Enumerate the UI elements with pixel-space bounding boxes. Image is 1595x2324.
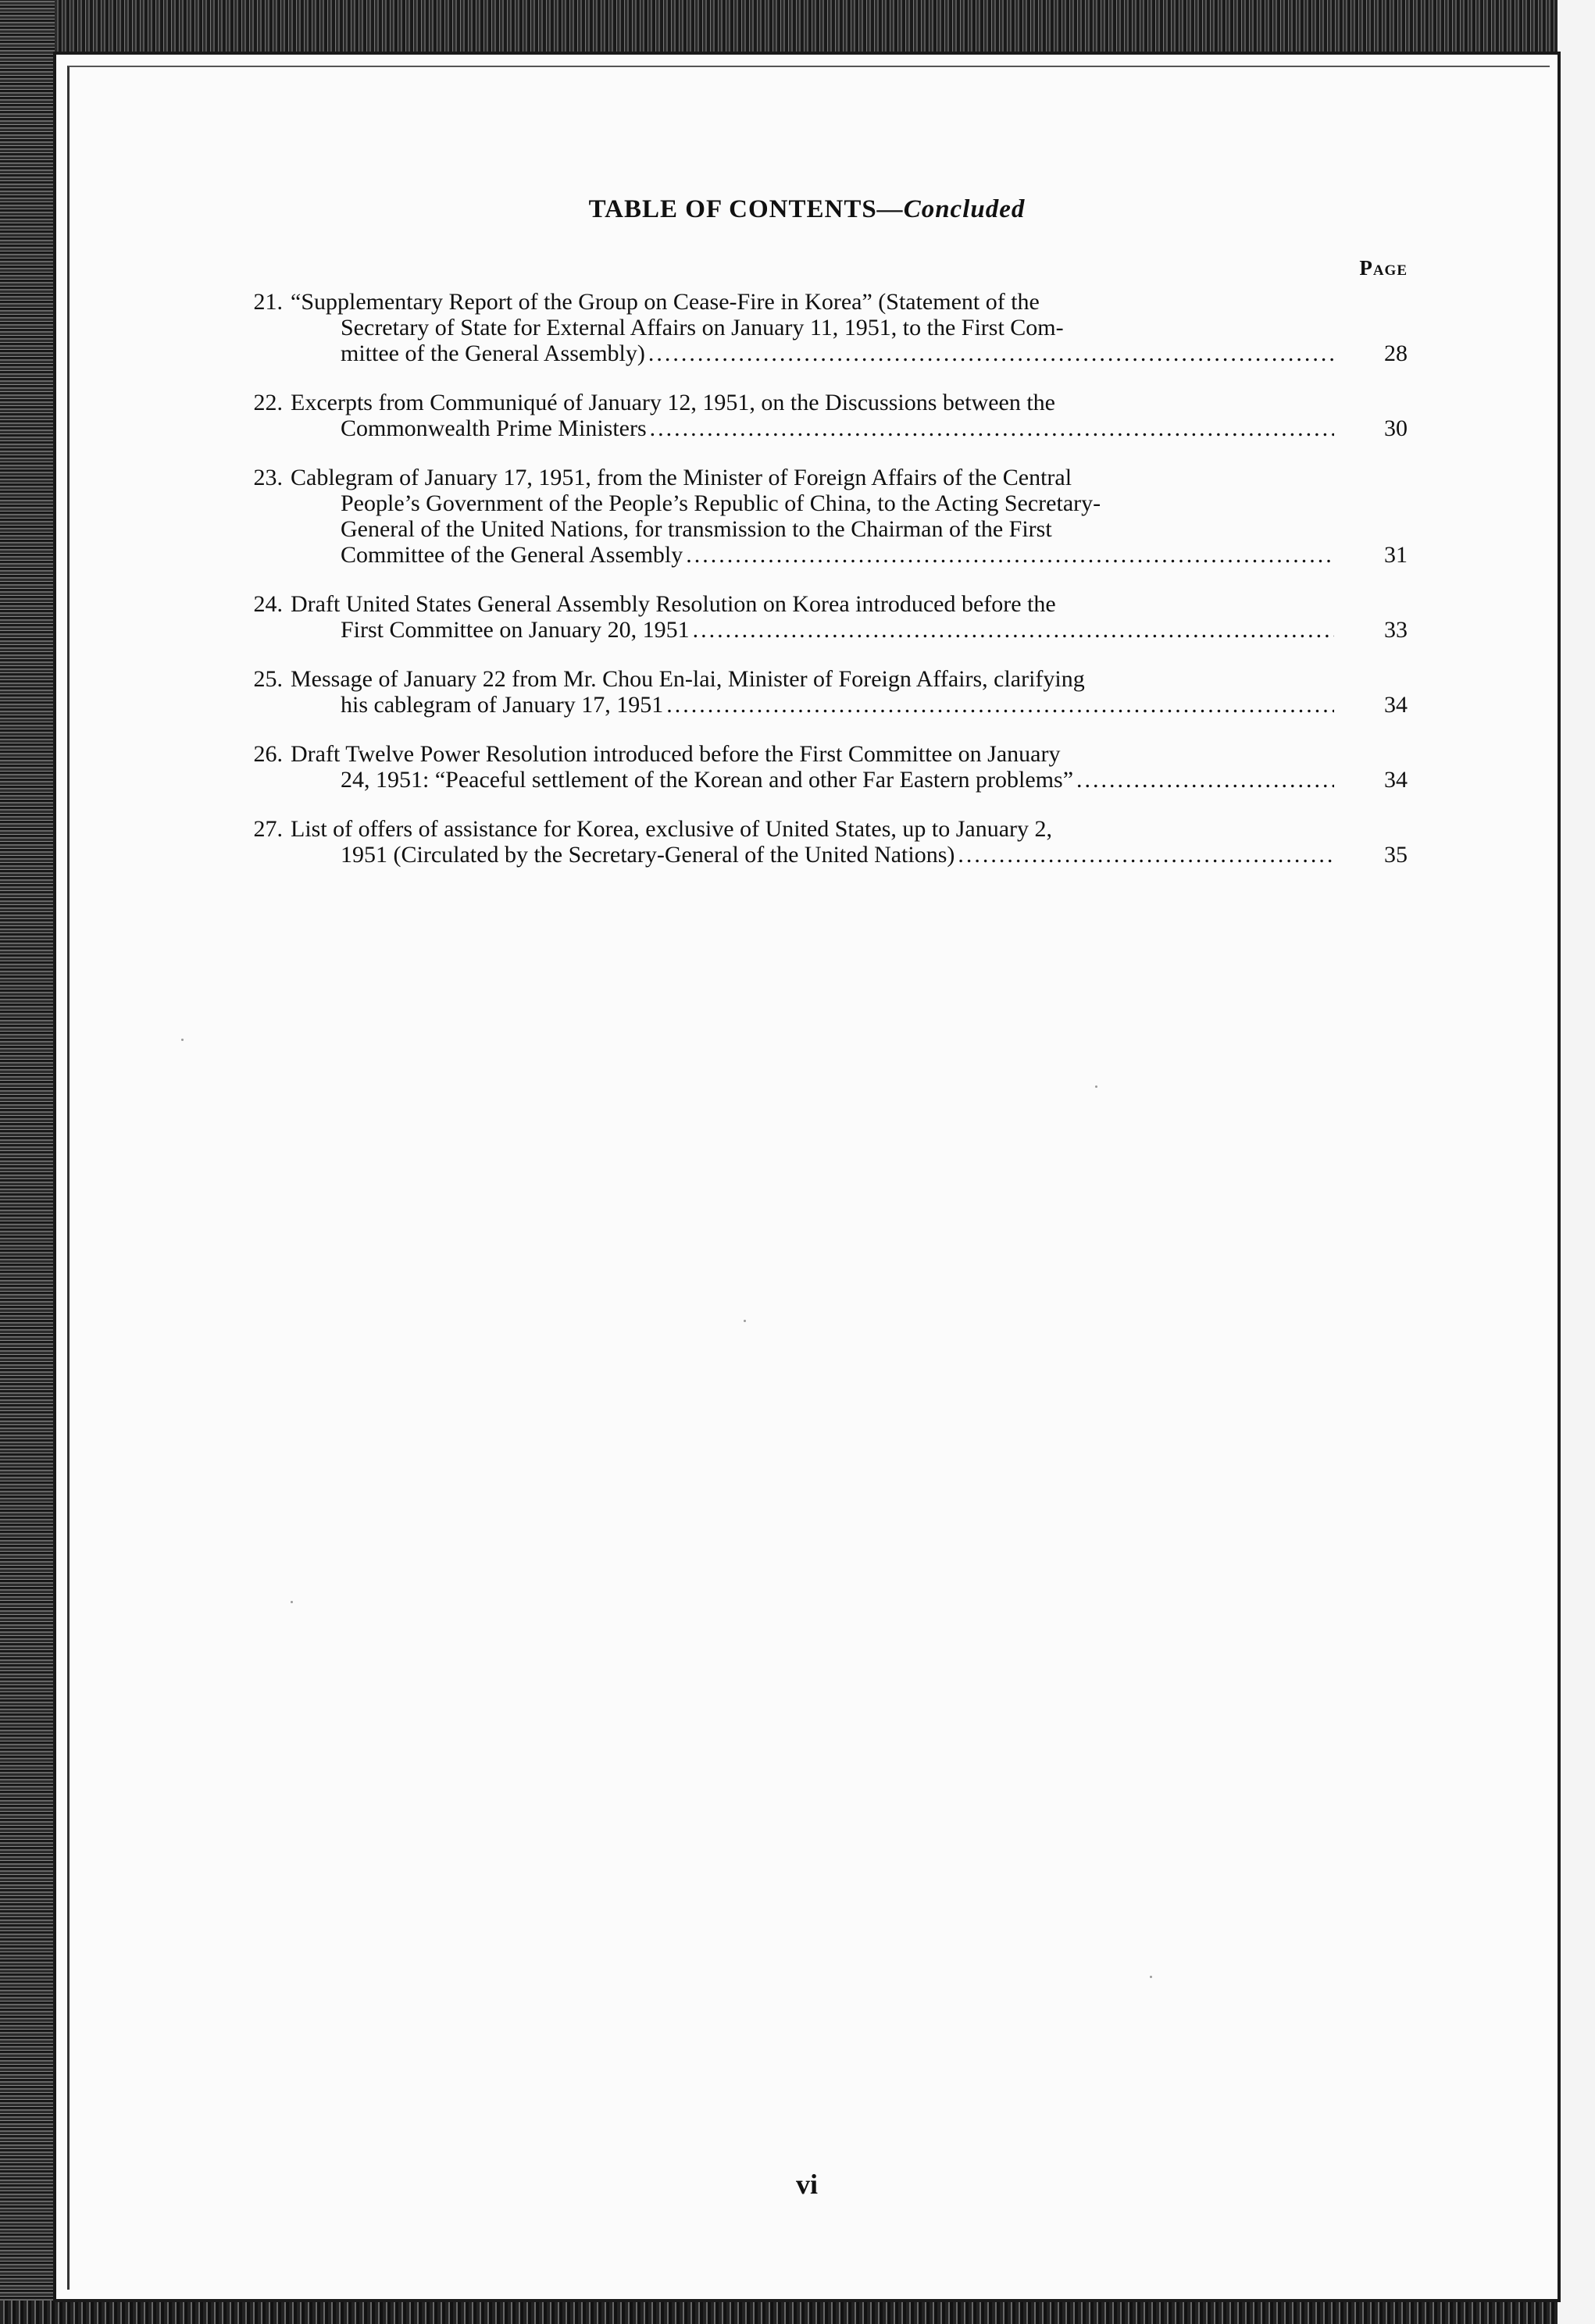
document-page [53,52,1561,2302]
toc-entry [228,390,1408,441]
entry-title-line: Committee of the General Assembly [341,542,683,568]
entry-title-line: Cablegram of January 17, 1951, from the Minister of Foreign Affairs of the Central [291,465,1072,490]
title-suffix: —Concluded [876,195,1026,223]
scan-speck [291,1601,293,1603]
toc-entry [228,741,1408,793]
entry-title-line: Draft Twelve Power Resolution introduced before the First Committee on January [291,741,1061,767]
entry-title-line: Message of January 22 from Mr. Chou En-lai, Minister of Foreign Affairs, clarifying [291,666,1085,692]
toc-entry [228,591,1408,643]
entry-title-line: his cablegram of January 17, 1951 [341,692,664,718]
toc-entry [228,465,1408,568]
entry-page-number: 30 [1384,415,1408,441]
table-of-contents [228,289,1408,891]
page-title [56,195,1558,224]
entry-last-line [228,542,1337,568]
entry-title-line: People’s Government of the People’s Republic of China, to the Acting Secretary- [341,490,1101,516]
entry-last-line [228,692,1337,718]
entry-last-line [228,415,1337,441]
entry-page-number: 31 [1384,542,1408,568]
dot-leader [686,542,1334,568]
entry-page-number: 34 [1384,692,1408,718]
page-column-label: Page [1359,256,1408,280]
entry-last-line [228,617,1337,643]
entry-title-line: Draft United States General Assembly Resolution on Korea introduced before the [291,591,1056,617]
entry-title-line: Secretary of State for External Affairs on January 11, 1951, to the First Com- [341,315,1064,340]
scan-speck [1150,1976,1152,1978]
entry-number: 25. [253,666,283,692]
entry-last-line [228,340,1337,366]
entry-number: 23. [253,465,283,490]
entry-title-line: General of the United Nations, for transmission to the Chairman of the First [341,516,1052,542]
title-text: TABLE OF CONTENTS [588,195,877,223]
dot-leader [666,692,1334,718]
page-folio: vi [795,2169,818,2200]
scan-speck [181,1039,184,1041]
entry-page-number: 33 [1384,617,1408,643]
scan-edge-left [0,0,55,2324]
entry-page-number: 34 [1384,767,1408,793]
entry-number: 27. [253,816,283,842]
entry-page-number: 35 [1384,842,1408,868]
toc-entry [228,666,1408,718]
toc-entry [228,289,1408,366]
toc-entry [228,816,1408,868]
entry-title-line: Commonwealth Prime Ministers [341,415,647,441]
entry-title-line: “Supplementary Report of the Group on Cease-Fire in Korea” (Statement of the [291,289,1040,315]
scan-speck [744,1320,746,1322]
entry-title-line: mittee of the General Assembly) [341,340,645,366]
entry-last-line [228,842,1337,868]
entry-title-line: List of offers of assistance for Korea, exclusive of United States, up to January 2, [291,816,1053,842]
dot-leader [648,340,1334,366]
entry-number: 22. [253,390,283,415]
entry-number: 21. [253,289,283,315]
entry-page-number: 28 [1384,340,1408,366]
entry-title-line: Excerpts from Communiqué of January 12, 1951, on the Discussions between the [291,390,1055,415]
scan-edge-top [0,0,1595,55]
scan-speck [1095,1085,1097,1088]
entry-title-line: 24, 1951: “Peaceful settlement of the Korean and other Far Eastern problems” [341,767,1074,793]
entry-last-line [228,767,1337,793]
entry-title-line: First Committee on January 20, 1951 [341,617,690,643]
scan-edge-bottom [0,2301,1595,2324]
dot-leader [693,617,1334,643]
dot-leader [650,415,1334,441]
entry-number: 26. [253,741,283,767]
entry-number: 24. [253,591,283,617]
entry-title-line: 1951 (Circulated by the Secretary-General of the United Nations) [341,842,955,868]
dot-leader [958,842,1334,868]
dot-leader [1076,767,1334,793]
